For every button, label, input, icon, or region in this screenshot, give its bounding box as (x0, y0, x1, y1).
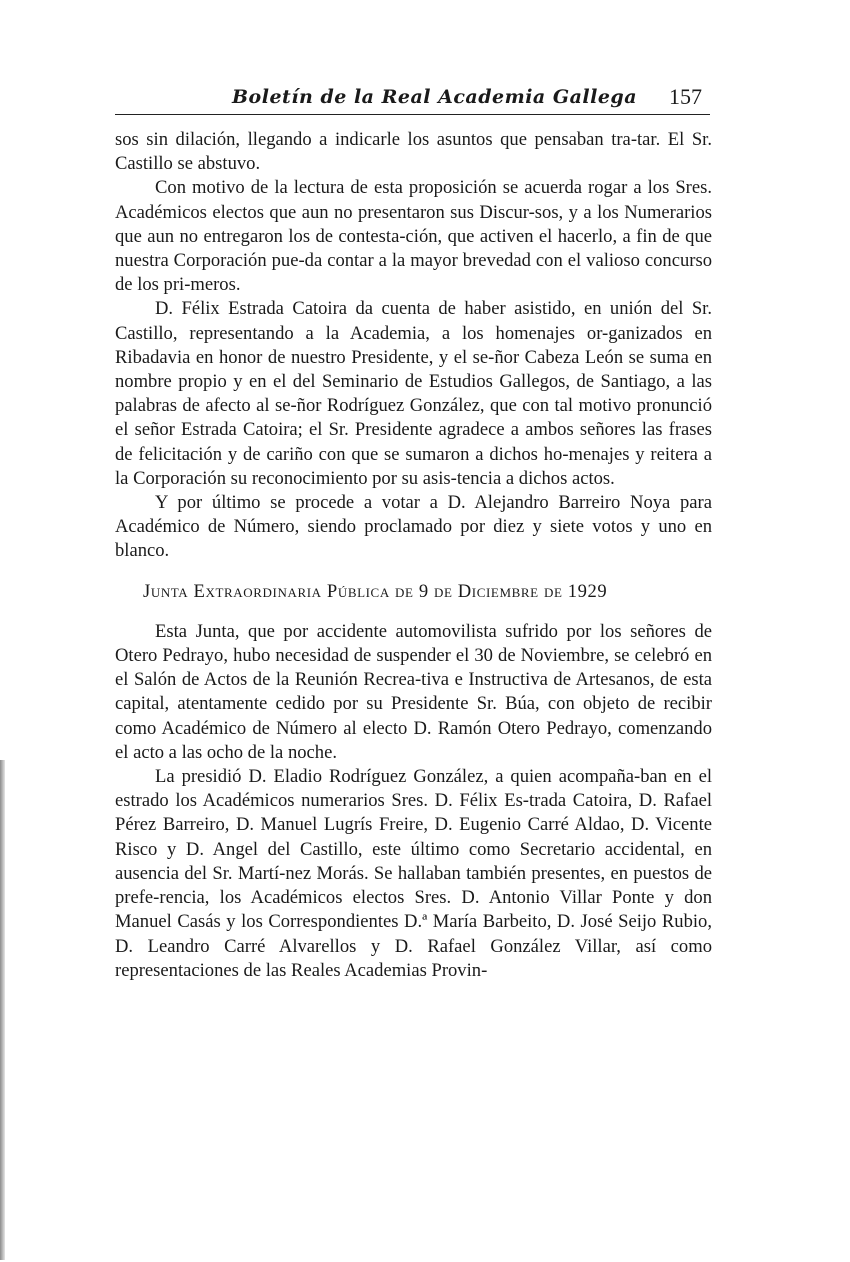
running-title: Boletín de la Real Academia Gallega (232, 86, 638, 108)
paragraph-continuation: sos sin dilación, llegando a indicarle los asuntos que pensaban tra-tar. El Sr. Castillo se abstuvo. (115, 129, 712, 175)
paragraph: D. Félix Estrada Catoira da cuenta de haber asistido, en unión del Sr. Castillo, representando a la Academia, a los homenajes or-ganizados en Ribadavia en honor de nuestro Presidente, y el se-ñor Cabeza León se suma en nombre propio y en el del Seminario de Estudios Gallegos, de Santiago, a las palabras de afecto al se-ñor Rodríguez González, que con tal motivo pronunció el señor Estrada Catoira; el Sr. Presidente agradece a ambos señores las frases de felicitación y de cariño con que se sumaron a dichos ho-menajes y reitera a la Corporación su reconocimiento por su asis-tencia a dichos actos. (115, 298, 712, 489)
page-header (115, 82, 710, 115)
section-heading: Junta Extraordinaria Pública de 9 de Diciembre de 1929 (143, 580, 608, 602)
paragraph: Y por último se procede a votar a D. Alejandro Barreiro Noya para Académico de Número, siendo proclamado por diez y siete votos y uno en blanco. (115, 492, 712, 562)
page-number: 157 (669, 84, 702, 109)
paragraph: La presidió D. Eladio Rodríguez González, a quien acompaña-ban en el estrado los Académicos numerarios Sres. D. Félix Es-trada Catoira, D. Rafael Pérez Barreiro, D. Manuel Lugrís Freire, D. Eugenio Carré Aldao, D. Vicente Risco y D. Angel del Castillo, este último como Secretario accidental, en ausencia del Sr. Martí-nez Morás. Se hallaban también presentes, en puestos de prefe-rencia, los Académicos electos Sres. D. Antonio Villar Ponte y don Manuel Casás y los Correspondientes D.ª María Barbeito, D. José Seijo Rubio, D. Leandro Carré Alvarellos y D. Rafael González Villar, así como representaciones de las Reales Academias Provin- (115, 766, 712, 981)
body-text (115, 128, 712, 983)
paragraph: Esta Junta, que por accidente automovilista sufrido por los señores de Otero Pedrayo, hubo necesidad de suspender el 30 de Noviembre, se celebró en el Salón de Actos de la Reunión Recrea-tiva e Instructiva de Artesanos, de esta capital, atentamente cedido por su Presidente Sr. Búa, con objeto de recibir como Académico de Número al electo D. Ramón Otero Pedrayo, comenzando el acto a las ocho de la noche. (115, 620, 712, 763)
paragraph: Con motivo de la lectura de esta proposición se acuerda rogar a los Sres. Académicos electos que aun no presentaron sus Discur-sos, y a los Numerarios que aun no entregaron los de contesta-ción, que activen el hacerlo, a fin de que nuestra Corporación pue-da contar a la mayor brevedad con el valioso concurso de los pri-meros. (115, 177, 712, 296)
scan-edge-shadow (0, 760, 5, 1260)
